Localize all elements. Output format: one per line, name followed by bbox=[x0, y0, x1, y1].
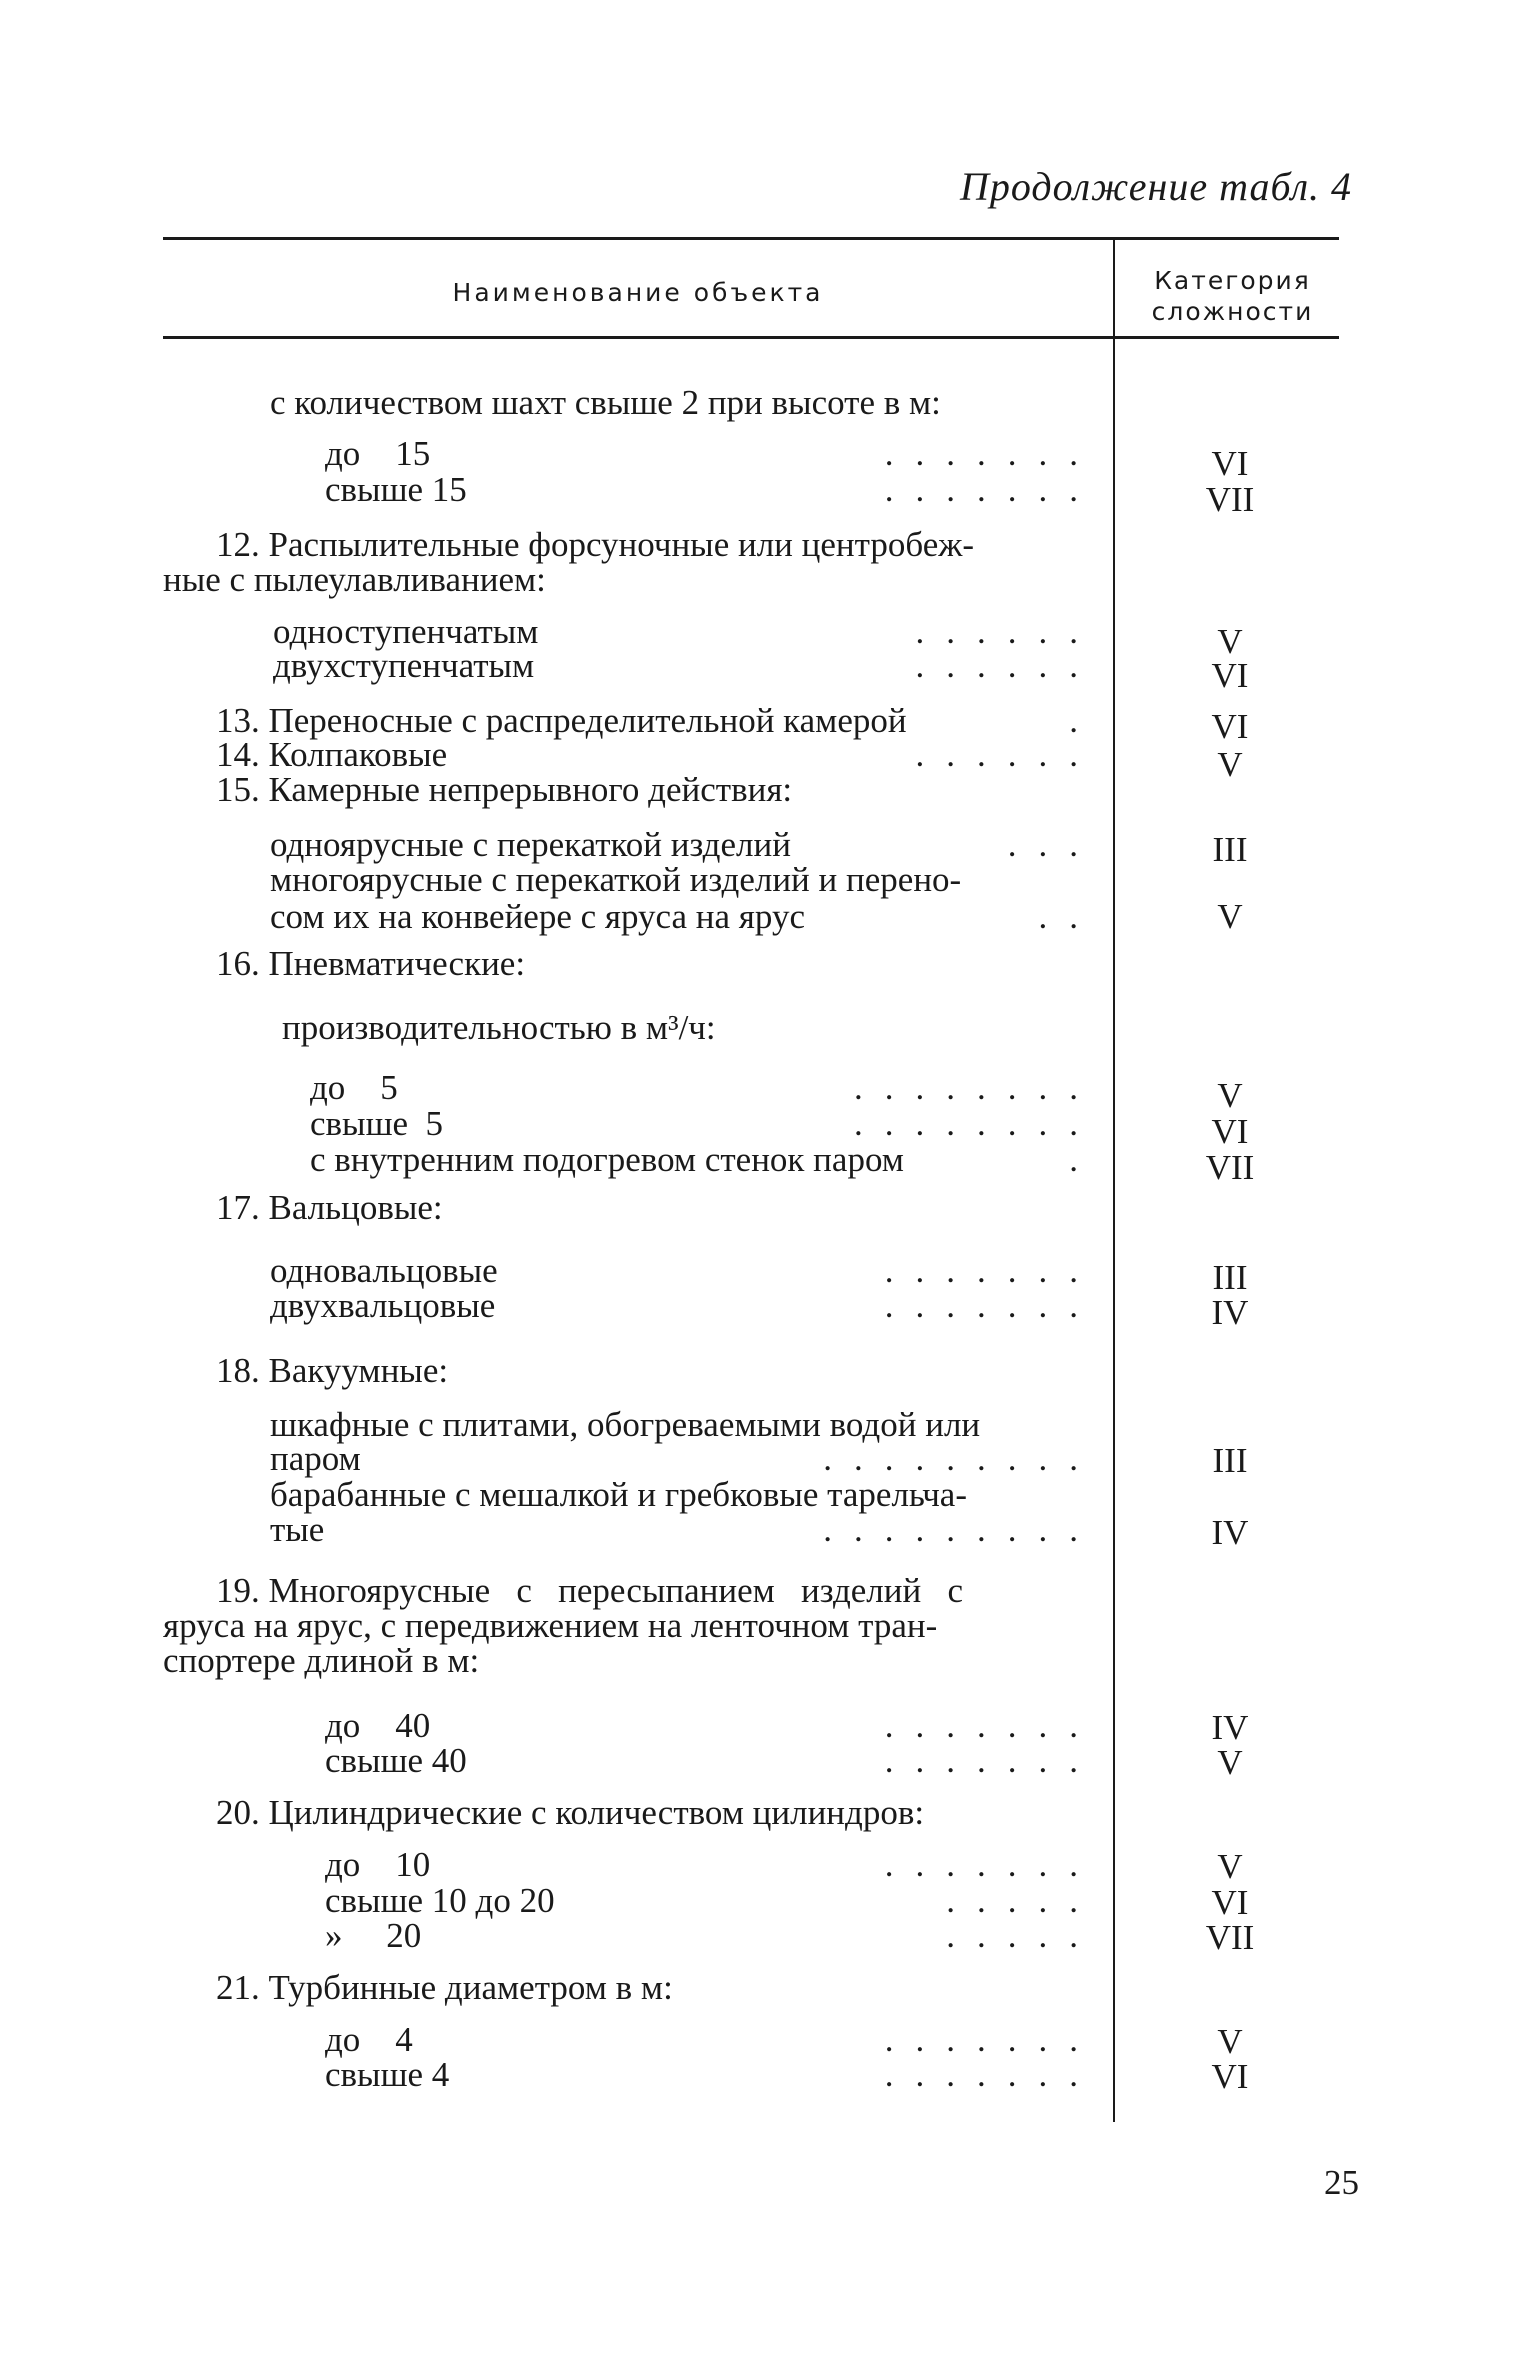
table-header-rule bbox=[163, 336, 1339, 339]
table-row-text: свыше 4 bbox=[325, 2055, 450, 2094]
table-continuation-caption: Продолжение табл. 4 bbox=[960, 164, 1353, 209]
table-row-text: с количеством шахт свыше 2 при высоте в м: bbox=[270, 383, 941, 422]
leader-dots: ....... bbox=[884, 470, 1100, 509]
category-value: V bbox=[1217, 1847, 1243, 1886]
table-row-text: 12. Распылительные форсуночные или центробеж- bbox=[216, 525, 975, 564]
leader-dots: ....... bbox=[884, 1741, 1100, 1780]
category-value: IV bbox=[1211, 1513, 1249, 1552]
leader-dots: ... bbox=[1007, 825, 1100, 864]
leader-dots: ....... bbox=[884, 1251, 1100, 1290]
leader-dots: ....... bbox=[884, 2055, 1100, 2094]
category-value: VII bbox=[1205, 480, 1255, 519]
category-value: V bbox=[1217, 622, 1243, 661]
category-value: V bbox=[1217, 1743, 1243, 1782]
leader-dots: .. bbox=[1038, 897, 1100, 936]
leader-dots: ....... bbox=[884, 1845, 1100, 1884]
table-row-text: 13. Переносные с распределительной камерой bbox=[216, 701, 907, 740]
leader-dots: ...... bbox=[915, 646, 1100, 685]
table-row-text: 14. Колпаковые bbox=[216, 735, 448, 774]
leader-dots: ......... bbox=[823, 1439, 1100, 1478]
table-row-text: до 15 bbox=[325, 434, 431, 473]
page-number: 25 bbox=[1324, 2163, 1359, 2202]
leader-dots: ....... bbox=[884, 2020, 1100, 2059]
leader-dots: ........ bbox=[854, 1104, 1100, 1143]
table-row-text: с внутренним подогревом стенок паром bbox=[310, 1140, 904, 1179]
table-row-text: 20. Цилиндрические с количеством цилиндров: bbox=[216, 1793, 925, 1832]
table-row-text: до 10 bbox=[325, 1845, 431, 1884]
category-value: IV bbox=[1211, 1293, 1249, 1332]
category-value: III bbox=[1212, 1441, 1248, 1480]
table-top-rule bbox=[163, 237, 1339, 240]
category-value: V bbox=[1217, 745, 1243, 784]
table-row-text: тые bbox=[270, 1510, 325, 1549]
category-value: VI bbox=[1211, 656, 1249, 695]
category-value: V bbox=[1217, 2022, 1243, 2061]
table-row-text: двухвальцовые bbox=[270, 1286, 496, 1325]
table-row-text: 15. Камерные непрерывного действия: bbox=[216, 770, 793, 809]
table-row-text: сом их на конвейере с яруса на ярус bbox=[270, 897, 805, 936]
leader-dots: . bbox=[1069, 1140, 1100, 1179]
table-row-text: одноярусные с перекаткой изделий bbox=[270, 825, 791, 864]
table-row-text: двухступенчатым bbox=[273, 646, 535, 685]
column-header-category bbox=[1120, 265, 1345, 327]
table-row-text: паром bbox=[270, 1439, 361, 1478]
leader-dots: ..... bbox=[946, 1916, 1100, 1955]
column-divider bbox=[1113, 237, 1115, 2122]
category-value: VI bbox=[1211, 1112, 1249, 1151]
category-value: VII bbox=[1205, 1918, 1255, 1957]
table-row-text: до 5 bbox=[310, 1068, 398, 1107]
category-value: IV bbox=[1211, 1708, 1249, 1747]
table-row-text: шкафные с плитами, обогреваемыми водой или bbox=[270, 1405, 981, 1444]
leader-dots: ..... bbox=[946, 1881, 1100, 1920]
leader-dots: ....... bbox=[884, 434, 1100, 473]
column-header-name: Наименование объекта bbox=[452, 278, 824, 307]
table-row-text: спортере длиной в м: bbox=[163, 1641, 480, 1680]
table-row-text: одноступенчатым bbox=[273, 612, 539, 651]
table-row-text: свыше 10 до 20 bbox=[325, 1881, 555, 1920]
table-row-text: яруса на ярус, с передвижением на ленточном тран- bbox=[163, 1606, 938, 1645]
leader-dots: ...... bbox=[915, 735, 1100, 774]
category-value: VI bbox=[1211, 444, 1249, 483]
table-row-text: 19. Многоярусные с пересыпанием изделий с bbox=[216, 1571, 964, 1610]
table-row-text: 17. Вальцовые: bbox=[216, 1188, 443, 1227]
category-value: III bbox=[1212, 830, 1248, 869]
leader-dots: ........ bbox=[854, 1068, 1100, 1107]
leader-dots: . bbox=[1069, 701, 1100, 740]
leader-dots: ......... bbox=[823, 1510, 1100, 1549]
category-value: VI bbox=[1211, 707, 1249, 746]
column-header-category-line1: Категория bbox=[1154, 266, 1311, 295]
table-row-text: 18. Вакуумные: bbox=[216, 1351, 449, 1390]
leader-dots: ...... bbox=[915, 612, 1100, 651]
category-value: VI bbox=[1211, 1883, 1249, 1922]
category-value: V bbox=[1217, 1076, 1243, 1115]
table-row-text: свыше 5 bbox=[310, 1104, 444, 1143]
table-row-text: ные с пылеулавливанием: bbox=[163, 560, 546, 599]
table-row-text: до 4 bbox=[325, 2020, 413, 2059]
table-row-text: 16. Пневматические: bbox=[216, 944, 526, 983]
category-value: VI bbox=[1211, 2057, 1249, 2096]
leader-dots: ....... bbox=[884, 1706, 1100, 1745]
table-row-text: 21. Турбинные диаметром в м: bbox=[216, 1968, 673, 2007]
table-row-text: » 20 bbox=[325, 1916, 422, 1955]
table-row-text: производительностью в м³/ч: bbox=[282, 1008, 716, 1047]
table-row-text: свыше 15 bbox=[325, 470, 467, 509]
table-row-text: барабанные с мешалкой и гребковые тарельча- bbox=[270, 1475, 967, 1514]
leader-dots: ....... bbox=[884, 1286, 1100, 1325]
category-value: III bbox=[1212, 1258, 1248, 1297]
column-header-category-line2: сложности bbox=[1151, 297, 1314, 326]
category-value: V bbox=[1217, 897, 1243, 936]
category-value: VII bbox=[1205, 1148, 1255, 1187]
table-row-text: свыше 40 bbox=[325, 1741, 467, 1780]
table-row-text: одновальцовые bbox=[270, 1251, 498, 1290]
table-row-text: до 40 bbox=[325, 1706, 431, 1745]
table-row-text: многоярусные с перекаткой изделий и перено- bbox=[270, 860, 962, 899]
